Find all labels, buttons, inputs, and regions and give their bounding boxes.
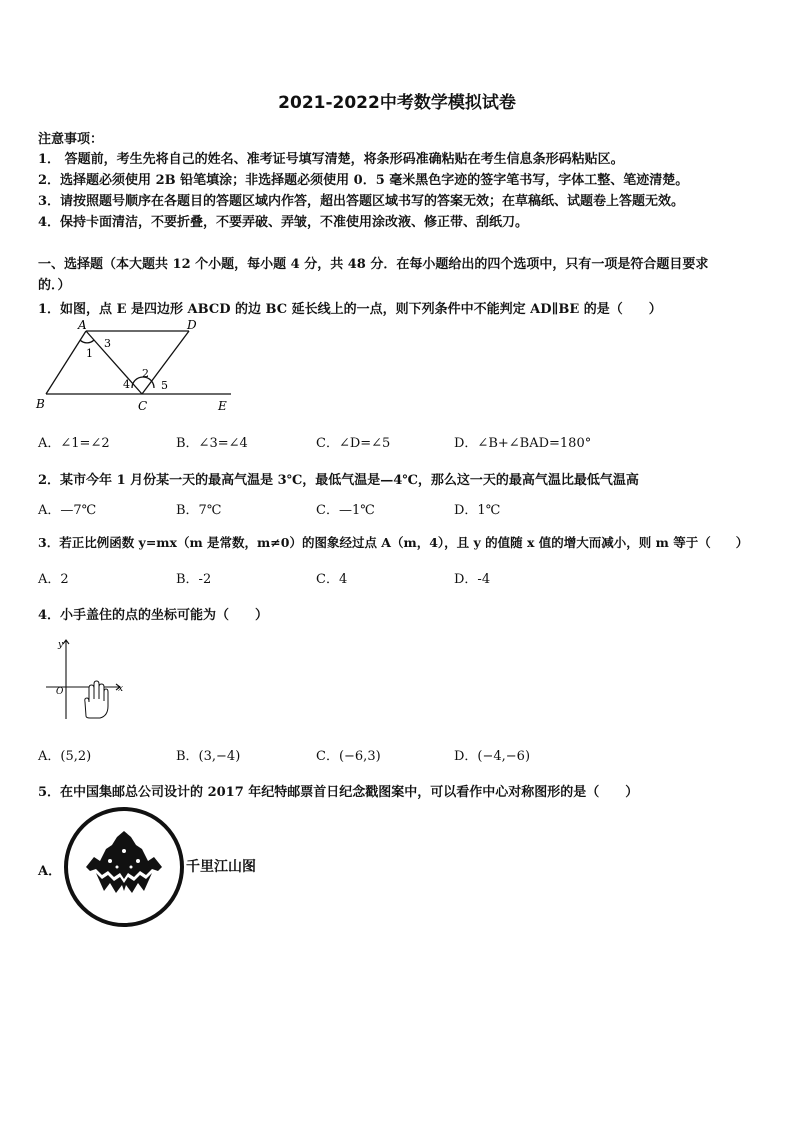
notice-item: 3．请按照题号顺序在各题目的答题区域内作答，超出答题区域书写的答案无效；在草稿纸、试题卷上答题无效。	[38, 194, 685, 209]
q1-option-c: C．∠D=∠5	[316, 436, 391, 451]
q5-option-a-caption: 千里江山图	[186, 859, 256, 875]
label-B: B	[36, 397, 45, 411]
label-C: C	[138, 399, 148, 413]
axis-label-y: y	[58, 640, 64, 650]
question-1-figure	[34, 318, 244, 416]
q1-option-a: A．∠1=∠2	[38, 436, 110, 451]
q2-option-a: A．—7℃	[38, 503, 97, 518]
notice-item: 1． 答题前，考生先将自己的姓名、准考证号填写清楚，将条形码准确粘贴在考生信息条形码粘贴区。	[38, 152, 624, 167]
notice-heading: 注意事项：	[38, 132, 104, 147]
q5-option-a-label: A．	[38, 864, 62, 879]
angle-label-2: 2	[142, 367, 149, 380]
q2-option-d: D．1℃	[454, 503, 501, 518]
q3-option-d: D．-4	[454, 572, 491, 587]
q1-option-b: B．∠3=∠4	[176, 436, 248, 451]
section-heading-line1: 一、选择题（本大题共 12 个小题，每小题 4 分，共 48 分．在每小题给出的四个选项中，只有一项是符合题目要求	[38, 257, 709, 272]
angle-label-1: 1	[86, 347, 93, 360]
origin-label: O	[56, 687, 64, 697]
question-1-stem: 1．如图，点 E 是四边形 ABCD 的边 BC 延长线上的一点，则下列条件中不能判定 AD∥BE 的是（ ）	[38, 302, 662, 317]
q4-option-b: B．(3,−4)	[176, 749, 241, 764]
angle-label-3: 3	[104, 337, 111, 350]
q4-option-c: C．(−6,3)	[316, 749, 381, 764]
label-E: E	[218, 399, 227, 413]
q4-option-d: D．(−4,−6)	[454, 749, 531, 764]
q4-option-a: A．(5,2)	[38, 749, 92, 764]
q2-option-c: C．—1℃	[316, 503, 375, 518]
section-heading-line2: 的．）	[38, 278, 71, 293]
question-4-figure	[36, 636, 128, 728]
q3-option-b: B．-2	[176, 572, 212, 587]
q3-option-a: A．2	[38, 572, 69, 587]
question-4-stem: 4．小手盖住的点的坐标可能为（ ）	[38, 608, 269, 623]
page-title: 2021-2022中考数学模拟试卷	[278, 93, 516, 113]
notice-item: 2．选择题必须使用 2B 铅笔填涂；非选择题必须使用 0．5 毫米黑色字迹的签字笔书写，字体工整、笔迹清楚。	[38, 173, 689, 188]
q3-option-c: C．4	[316, 572, 348, 587]
question-5-stem: 5．在中国集邮总公司设计的 2017 年纪特邮票首日纪念戳图案中，可以看作中心对称图形的是（ ）	[38, 785, 639, 800]
stamp-seal-icon	[62, 805, 186, 929]
q2-option-b: B．7℃	[176, 503, 222, 518]
label-A: A	[78, 318, 87, 332]
axis-label-x: x	[118, 684, 124, 694]
label-D: D	[187, 318, 197, 332]
angle-label-4: 4	[123, 378, 130, 391]
q1-option-d: D．∠B+∠BAD=180°	[454, 436, 592, 451]
question-2-stem: 2．某市今年 1 月份某一天的最高气温是 3℃，最低气温是—4℃，那么这一天的最高气温比最低气温高	[38, 473, 639, 488]
angle-label-5: 5	[161, 379, 168, 392]
notice-item: 4．保持卡面清洁，不要折叠，不要弄破、弄皱，不准使用涂改液、修正带、刮纸刀。	[38, 215, 529, 230]
question-3-stem: 3．若正比例函数 y=mx（m 是常数，m≠0）的图象经过点 A（m，4），且 y 的值随 x 值的增大而减小，则 m 等于（ ）	[38, 535, 749, 550]
